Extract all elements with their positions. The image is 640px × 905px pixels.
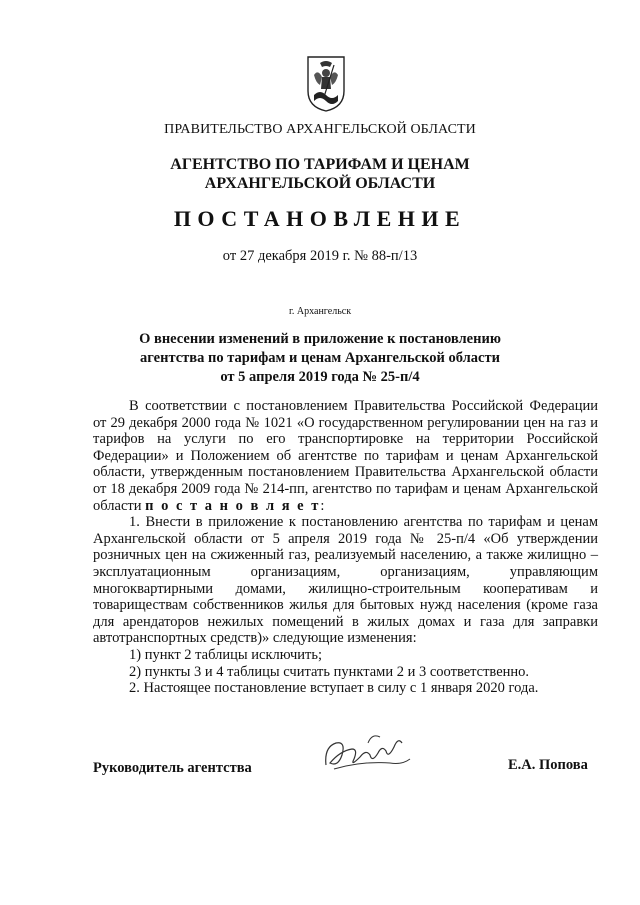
- signatory-name: Е.А. Попова: [508, 757, 588, 773]
- preamble-text: В соответствии с постановлением Правительства Российской Федерации от 29 декабря 2000 года № 1021 «О государственном регулировании цен на газ и тарифов на услуги по его транспортировке на территории Российской Федерации» и Положением об агентстве по тарифам и ценам Архангельской области, утвержденным постановлением Правительства Архангельской области от 18 декабря 2009 года № 214-пп, агентство по тарифам и ценам Архангельской области: [93, 398, 598, 514]
- subject-line1: О внесении изменений в приложение к постановлению: [139, 331, 501, 347]
- preamble-paragraph: [93, 398, 598, 514]
- government-name: ПРАВИТЕЛЬСТВО АРХАНГЕЛЬСКОЙ ОБЛАСТИ: [164, 122, 476, 137]
- subject-line3: от 5 апреля 2019 года № 25-п/4: [220, 369, 420, 385]
- item-2: 2. Настоящее постановление вступает в силу с 1 января 2020 года.: [129, 680, 539, 697]
- handwritten-signature-icon: [320, 725, 415, 780]
- resolves-colon: :: [320, 497, 325, 514]
- subject-line2: агентства по тарифам и ценам Архангельской области: [140, 350, 500, 366]
- item-1: 1. Внести в приложение к постановлению агентства по тарифам и ценам Архангельской области от 5 апреля 2019 года № 25-п/4 «Об утверждении розничных цен на сжиженный газ, реализуемый населению, а также жилищно – эксплуатационным организациям, организациям, управляющим многоквартирными домами, жилищно-строительным кооперативам и товариществам собственников жилья для бытовых нужд населения (кроме газа для арендаторов нежилых помещений в жилых домах и газа для заправки автотранспортных средств)» следующие изменения:: [93, 514, 598, 647]
- signatory-position: Руководитель агентства: [93, 760, 252, 776]
- agency-name-line2: АРХАНГЕЛЬСКОЙ ОБЛАСТИ: [204, 175, 436, 192]
- agency-name-line1: АГЕНТСТВО ПО ТАРИФАМ И ЦЕНАМ: [170, 156, 470, 173]
- coat-of-arms-icon: [306, 55, 346, 113]
- document-date-number: от 27 декабря 2019 г. № 88-п/13: [222, 248, 418, 264]
- resolves-word: п о с т а н о в л я е т: [145, 497, 321, 514]
- agency-name: [60, 155, 580, 193]
- sub-item-2: 2) пункты 3 и 4 таблицы считать пунктами 2 и 3 соответственно.: [129, 663, 530, 680]
- document-subject: [60, 330, 580, 387]
- sub-item-1: 1) пункт 2 таблицы исключить;: [129, 646, 323, 663]
- document-type: ПОСТАНОВЛЕНИЕ: [173, 206, 467, 231]
- document-body: [93, 398, 598, 697]
- city: г. Архангельск: [288, 306, 352, 317]
